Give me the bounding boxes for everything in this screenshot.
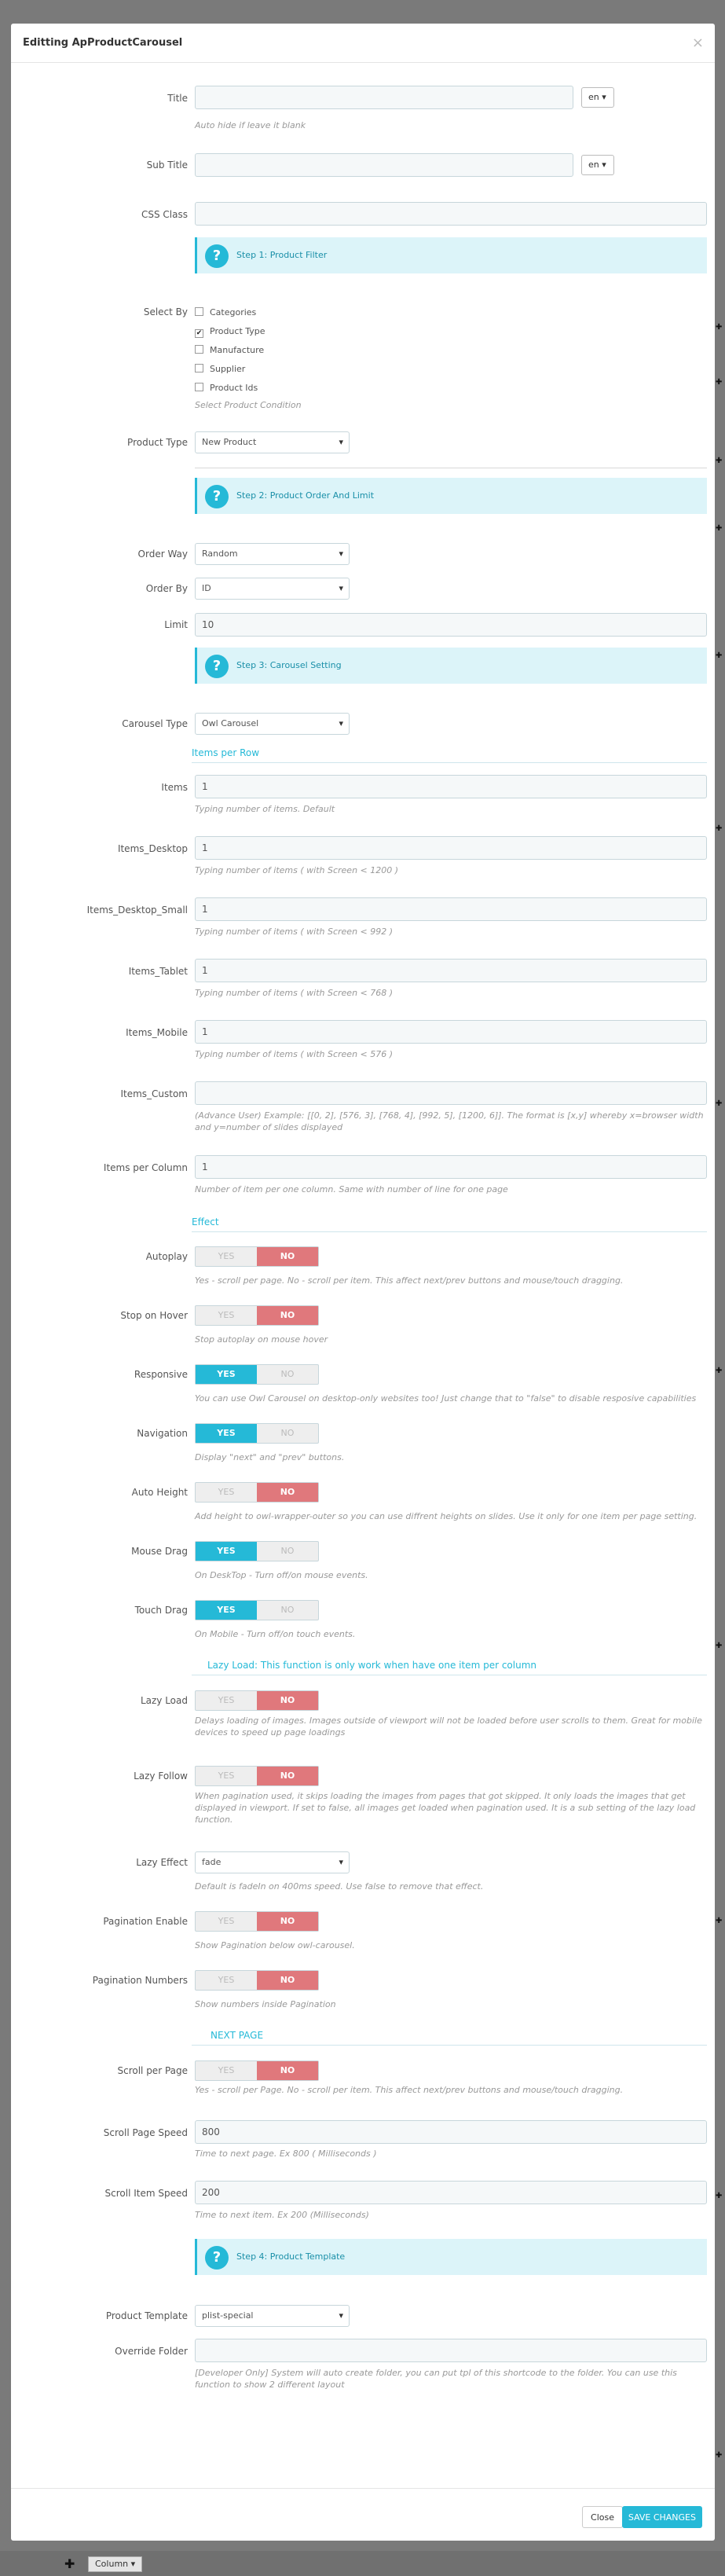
items-desktop-small-label: Items_Desktop_Small [86, 905, 188, 916]
title-label: Title [167, 93, 188, 104]
autoplay-toggle[interactable] [195, 1246, 319, 1267]
toggle-no[interactable]: NO [257, 1767, 318, 1785]
checkbox-icon[interactable] [195, 364, 203, 372]
items-input[interactable]: 1 [195, 775, 707, 798]
lazy-effect-label: Lazy Effect [136, 1857, 188, 1868]
items-desktop-help: Typing number of items ( with Screen < 1200 ) [195, 865, 399, 875]
items-per-row-heading: Items per Row [192, 747, 707, 763]
step2-alert [195, 478, 707, 514]
toggle-yes[interactable]: YES [196, 1365, 257, 1384]
toggle-no[interactable]: NO [257, 1971, 318, 1990]
carousel-type-label: Carousel Type [122, 718, 188, 729]
lazy-load-toggle[interactable] [195, 1690, 319, 1711]
items-label: Items [161, 782, 188, 793]
mouse-drag-toggle[interactable] [195, 1541, 319, 1561]
items-mobile-input[interactable]: 1 [195, 1020, 707, 1044]
move-icon: ✚ [716, 2192, 723, 2200]
items-custom-input[interactable] [195, 1081, 707, 1105]
checkbox-product-type[interactable]: ✔ Product Type [196, 326, 265, 337]
scroll-item-speed-help: Time to next item. Ex 200 (Milliseconds) [195, 2210, 369, 2220]
autoplay-help: Yes - scroll per page. No - scroll per item. This affect next/prev buttons and mouse/touch dragging. [195, 1275, 624, 1286]
items-mobile-label: Items_Mobile [126, 1027, 188, 1038]
auto-height-label: Auto Height [131, 1487, 188, 1498]
order-by-select[interactable]: ID ▾ [195, 578, 350, 600]
scroll-page-speed-input[interactable]: 800 [195, 2120, 707, 2144]
step4-alert [195, 2239, 707, 2275]
order-way-label: Order Way [137, 549, 188, 560]
toggle-no[interactable]: NO [257, 1912, 318, 1931]
lazy-load-help: Delays loading of images. Images outside of viewport will not be loaded before user scrolls to them. Great for mobile devices to speed up page loadings [195, 1715, 702, 1738]
items-tablet-help: Typing number of items ( with Screen < 768 ) [195, 988, 394, 998]
stop-on-hover-toggle[interactable] [195, 1305, 319, 1326]
limit-label: Limit [164, 619, 188, 630]
step1-alert [195, 237, 707, 273]
checkbox-supplier[interactable]: Supplier [195, 364, 245, 374]
pagination-numbers-label: Pagination Numbers [92, 1975, 188, 1986]
move-icon: ✚ [716, 524, 723, 533]
toggle-yes[interactable]: YES [196, 1601, 257, 1620]
toggle-yes[interactable]: YES [218, 1310, 235, 1320]
toggle-no[interactable]: NO [280, 1428, 295, 1438]
mouse-drag-label: Mouse Drag [131, 1546, 188, 1557]
scroll-per-page-label: Scroll per Page [117, 2065, 188, 2076]
save-changes-button[interactable]: SAVE CHANGES [622, 2506, 702, 2528]
title-help: Auto hide if leave it blank [195, 120, 306, 130]
product-template-select[interactable]: plist-special ▾ [195, 2305, 350, 2327]
pagination-enable-help: Show Pagination below owl-carousel. [195, 1940, 355, 1950]
lazy-load-label: Lazy Load [140, 1695, 188, 1706]
question-icon: ? [205, 655, 229, 678]
checkbox-icon[interactable] [195, 383, 203, 391]
toggle-no[interactable]: NO [280, 1605, 295, 1615]
autoplay-label: Autoplay [145, 1251, 188, 1262]
stop-on-hover-label: Stop on Hover [120, 1310, 188, 1321]
navigation-help: Display "next" and "prev" buttons. [195, 1452, 345, 1462]
override-folder-input[interactable] [195, 2339, 707, 2362]
sub-title-input[interactable] [195, 153, 573, 177]
move-icon[interactable]: ✚ [64, 2556, 75, 2571]
modal-title: Editting ApProductCarousel [23, 37, 183, 49]
scroll-item-speed-input[interactable]: 200 [195, 2181, 707, 2204]
sub-title-lang-select[interactable]: en ▾ [581, 155, 614, 175]
step1-text: Step 1: Product Filter [236, 250, 328, 260]
close-button[interactable]: Close [582, 2506, 623, 2528]
toggle-yes[interactable]: YES [218, 1251, 235, 1261]
toggle-no[interactable]: NO [257, 1247, 318, 1266]
auto-height-toggle[interactable] [195, 1482, 319, 1503]
column-dropdown-button[interactable]: Column ▾ [88, 2556, 142, 2572]
select-by-help: Select Product Condition [195, 400, 302, 410]
responsive-help: You can use Owl Carousel on desktop-only websites too! Just change that to "false" to disable resposive capabilities [195, 1393, 697, 1404]
effect-heading: Effect [192, 1216, 707, 1232]
responsive-toggle[interactable] [195, 1364, 319, 1385]
mouse-drag-help: On DeskTop - Turn off/on mouse events. [195, 1570, 368, 1580]
product-type-label: Product Type [127, 437, 188, 448]
close-icon[interactable]: × [691, 35, 704, 51]
toggle-no[interactable]: NO [257, 1306, 318, 1325]
order-by-label: Order By [145, 583, 188, 594]
toggle-yes[interactable]: YES [196, 1424, 257, 1443]
touch-drag-toggle[interactable] [195, 1600, 319, 1620]
pagination-enable-label: Pagination Enable [103, 1916, 188, 1927]
pagination-enable-toggle[interactable] [195, 1911, 319, 1932]
items-desktop-small-input[interactable]: 1 [195, 897, 707, 921]
question-icon: ? [205, 2246, 229, 2270]
limit-input[interactable]: 10 [195, 613, 707, 637]
move-icon: ✚ [716, 378, 723, 387]
scroll-per-page-toggle[interactable] [195, 2060, 319, 2081]
move-icon: ✚ [716, 1099, 723, 1108]
move-icon: ✚ [716, 457, 723, 465]
toggle-yes[interactable]: YES [218, 1695, 235, 1705]
pagination-numbers-toggle[interactable] [195, 1970, 319, 1991]
modal-footer [11, 2488, 715, 2541]
checkbox-icon[interactable] [195, 345, 203, 354]
items-per-column-help: Number of item per one column. Same with number of line for one page [195, 1184, 508, 1194]
toggle-yes[interactable]: YES [218, 2065, 235, 2075]
touch-drag-help: On Mobile - Turn off/on touch events. [195, 1629, 356, 1639]
move-icon: ✚ [716, 1917, 723, 1925]
edit-modal [11, 24, 715, 2541]
toggle-yes[interactable]: YES [218, 1975, 235, 1985]
items-per-column-input[interactable]: 1 [195, 1155, 707, 1179]
toggle-yes[interactable]: YES [218, 1487, 235, 1497]
move-icon: ✚ [716, 323, 723, 332]
toggle-yes[interactable]: YES [196, 1542, 257, 1561]
move-icon: ✚ [716, 651, 723, 660]
items-per-column-label: Items per Column [103, 1162, 188, 1173]
auto-height-help: Add height to owl-wrapper-outer so you can use diffrent heights on slides. Use it only for one item per page setting. [195, 1511, 698, 1521]
checkbox-manufacture[interactable]: Manufacture [195, 345, 264, 355]
items-tablet-input[interactable]: 1 [195, 959, 707, 982]
pagination-numbers-help: Show numbers inside Pagination [195, 1999, 336, 2009]
scroll-per-page-help: Yes - scroll per Page. No - scroll per item. This affect next/prev buttons and mouse/touch dragging. [195, 2085, 624, 2095]
move-icon: ✚ [716, 824, 723, 833]
touch-drag-label: Touch Drag [134, 1605, 188, 1616]
checkmark-icon[interactable]: ✔ [196, 329, 203, 337]
sub-title-label: Sub Title [146, 160, 188, 171]
css-class-label: CSS Class [141, 209, 188, 220]
move-icon: ✚ [716, 1642, 723, 1650]
items-desktop-input[interactable]: 1 [195, 836, 707, 860]
toggle-yes[interactable]: YES [218, 1916, 235, 1926]
modal-header [11, 24, 715, 63]
checkbox-product-ids[interactable]: Product Ids [195, 383, 258, 393]
lazy-follow-toggle[interactable] [195, 1766, 319, 1786]
items-mobile-help: Typing number of items ( with Screen < 576 ) [195, 1049, 394, 1059]
toggle-no[interactable]: NO [280, 1546, 295, 1556]
toggle-no[interactable]: NO [280, 1369, 295, 1379]
scroll-item-speed-label: Scroll Item Speed [104, 2188, 188, 2199]
items-custom-label: Items_Custom [120, 1088, 188, 1099]
product-type-select[interactable]: New Product ▾ [195, 431, 350, 453]
toggle-no[interactable]: NO [257, 1483, 318, 1502]
navigation-toggle[interactable] [195, 1423, 319, 1444]
lazy-effect-select[interactable]: fade ▾ [195, 1851, 350, 1873]
step4-text: Step 4: Product Template [236, 2251, 346, 2262]
toggle-no[interactable]: NO [257, 1691, 318, 1710]
move-icon: ✚ [716, 1367, 723, 1375]
order-way-select[interactable]: Random ▾ [195, 543, 350, 565]
lazy-follow-label: Lazy Follow [134, 1771, 188, 1782]
select-by-label: Select By [143, 306, 188, 317]
items-desktop-small-help: Typing number of items ( with Screen < 992 ) [195, 927, 394, 937]
title-lang-select[interactable]: en ▾ [581, 87, 614, 108]
move-icon: ✚ [716, 2451, 723, 2460]
step3-text: Step 3: Carousel Setting [236, 660, 342, 670]
toggle-no[interactable]: NO [257, 2061, 318, 2080]
lazy-effect-help: Default is fadeIn on 400ms speed. Use false to remove that effect. [195, 1881, 484, 1892]
navigation-label: Navigation [137, 1428, 188, 1439]
scroll-page-speed-label: Scroll Page Speed [103, 2127, 188, 2138]
items-tablet-label: Items_Tablet [128, 966, 188, 977]
checkbox-categories[interactable]: Categories [195, 307, 256, 317]
items-help: Typing number of items. Default [195, 804, 335, 814]
stop-on-hover-help: Stop autoplay on mouse hover [195, 1334, 328, 1345]
builder-bottom-bar [0, 2551, 725, 2576]
step3-alert [195, 648, 707, 684]
override-folder-help: [Developer Only] System will auto create folder, you can put tpl of this shortcode to the folder. You can use this function to show 2 different layout [195, 2368, 677, 2390]
checkbox-icon[interactable] [195, 307, 203, 316]
product-template-label: Product Template [105, 2310, 188, 2321]
lazy-follow-help: When pagination used, it skips loading the images from pages that got skipped. It only loads the images that get displayed in viewport. If set to false, all images get loaded when pagination used. It is a sub setting of the lazy load function. [195, 1791, 696, 1825]
override-folder-label: Override Folder [115, 2346, 188, 2357]
step2-text: Step 2: Product Order And Limit [236, 490, 375, 501]
items-custom-help: (Advance User) Example: [[0, 2], [576, 3], [768, 4], [992, 5], [1200, 6]]. The format is [x,y] whereby x=browser width and y=number of slides displayed [195, 1110, 704, 1132]
question-icon: ? [205, 485, 229, 508]
carousel-type-select[interactable]: Owl Carousel ▾ [195, 713, 350, 735]
scroll-page-speed-help: Time to next page. Ex 800 ( Milliseconds ) [195, 2149, 377, 2159]
toggle-yes[interactable]: YES [218, 1771, 235, 1781]
next-page-heading: NEXT PAGE [192, 2030, 707, 2046]
lazy-load-heading: Lazy Load: This function is only work when have one item per column [192, 1660, 707, 1675]
responsive-label: Responsive [134, 1369, 188, 1380]
css-class-input[interactable] [195, 202, 707, 226]
title-input[interactable] [195, 86, 573, 109]
question-icon: ? [205, 244, 229, 268]
items-desktop-label: Items_Desktop [117, 843, 188, 854]
